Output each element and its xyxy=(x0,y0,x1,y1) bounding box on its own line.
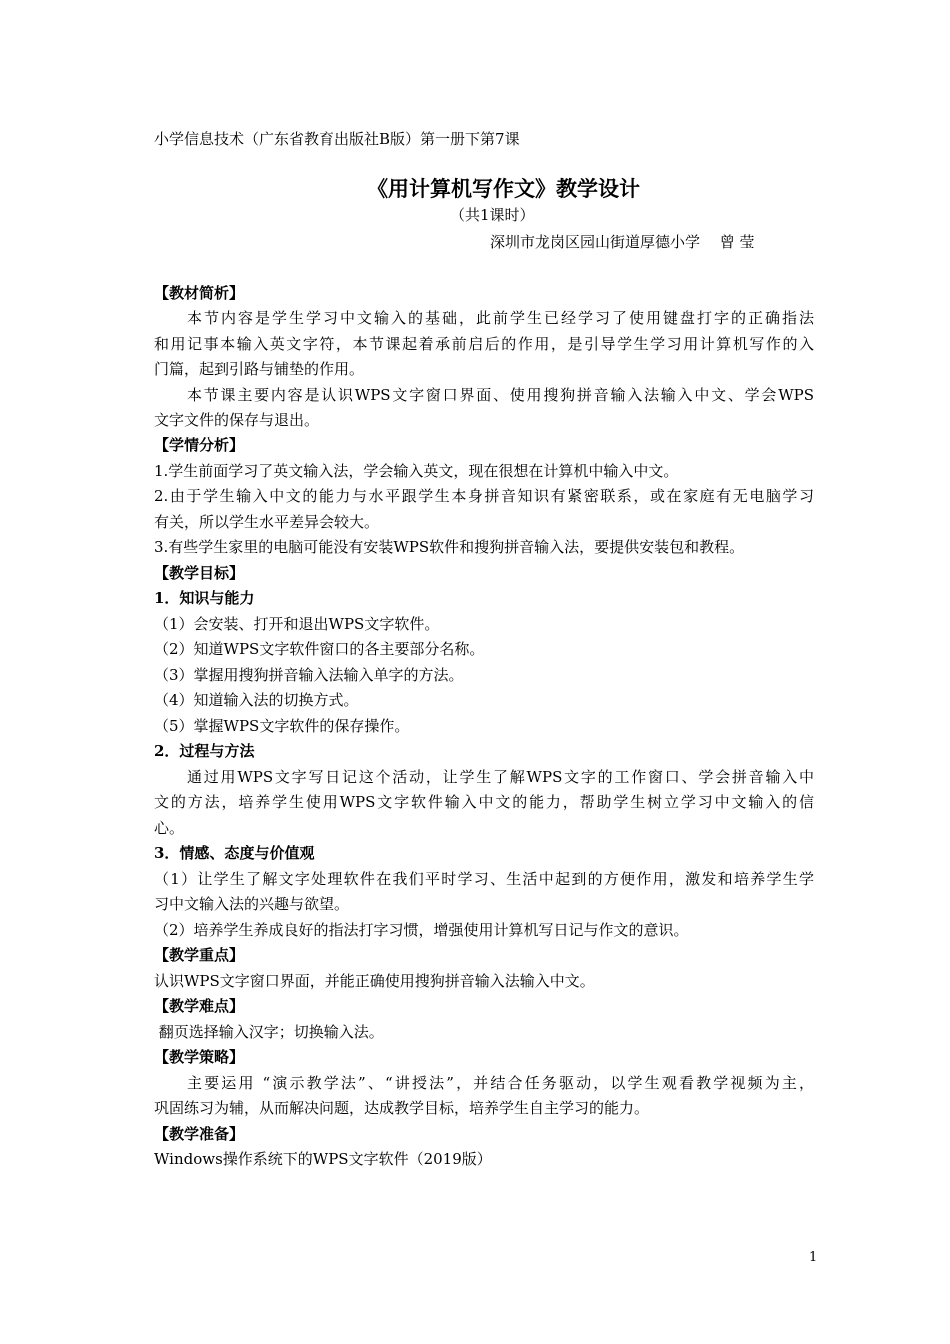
paragraph-line: 本节课主要内容是认识WPS文字窗口界面、使用搜狗拼音输入法输入中文、学会WPS xyxy=(187,386,814,404)
author-line: 深圳市龙岗区园山街道厚德小学 曾 莹 xyxy=(490,233,755,251)
subheading-process: 2．过程与方法 xyxy=(154,742,255,760)
paragraph-line: 心。 xyxy=(154,819,185,837)
list-item: （2）培养学生养成良好的指法打字习惯，增强使用计算机写日记与作文的意识。 xyxy=(154,921,689,939)
lesson-count: （共1课时） xyxy=(450,206,535,224)
paragraph-line: 文字文件的保存与退出。 xyxy=(154,411,320,429)
paragraph-line: 巩固练习为辅，从而解决问题，达成教学目标，培养学生自主学习的能力。 xyxy=(154,1099,650,1117)
section-heading-difficulties: 【教学难点】 xyxy=(154,997,245,1015)
paragraph-line: 认识WPS文字窗口界面，并能正确使用搜狗拼音输入法输入中文。 xyxy=(154,972,595,990)
subheading-knowledge: 1．知识与能力 xyxy=(154,589,255,607)
section-heading-key-points: 【教学重点】 xyxy=(154,946,245,964)
list-item: （1）让学生了解文字处理软件在我们平时学习、生活中起到的方便作用，激发和培养学生学 xyxy=(154,870,814,888)
list-item: 习中文输入法的兴趣与欲望。 xyxy=(154,895,350,913)
section-heading-preparation: 【教学准备】 xyxy=(154,1125,245,1143)
paragraph-line: 和用记事本输入英文字符，本节课起着承前启后的作用，是引导学生学习用计算机写作的入 xyxy=(154,335,814,353)
subheading-attitude: 3．情感、态度与价值观 xyxy=(154,844,315,862)
list-item: 3.有些学生家里的电脑可能没有安装WPS软件和搜狗拼音输入法，要提供安装包和教程。 xyxy=(154,538,745,556)
list-item: （4）知道输入法的切换方式。 xyxy=(154,691,359,709)
paragraph-line: Windows操作系统下的WPS文字软件（2019版） xyxy=(154,1150,492,1168)
page-number: 1 xyxy=(809,1250,818,1265)
list-item: （5）掌握WPS文字软件的保存操作。 xyxy=(154,717,410,735)
paragraph-line: 通过用WPS文字写日记这个活动，让学生了解WPS文字的工作窗口、学会拼音输入中 xyxy=(187,768,814,786)
list-item: 2.由于学生输入中文的能力与水平跟学生本身拼音知识有紧密联系，或在家庭有无电脑学习 xyxy=(154,487,814,505)
section-heading-students: 【学情分析】 xyxy=(154,436,245,454)
course-line: 小学信息技术（广东省教育出版社B版）第一册下第7课 xyxy=(154,130,520,148)
paragraph-line: 主要运用 “演示教学法”、“讲授法”，并结合任务驱动，以学生观看教学视频为主， xyxy=(187,1074,814,1092)
paragraph-line: 翻页选择输入汉字；切换输入法。 xyxy=(154,1023,384,1041)
section-heading-strategy: 【教学策略】 xyxy=(154,1048,245,1066)
list-item: 有关，所以学生水平差异会较大。 xyxy=(154,513,380,531)
list-item: （2）知道WPS文字软件窗口的各主要部分名称。 xyxy=(154,640,485,658)
paragraph-line: 本节内容是学生学习中文输入的基础，此前学生已经学习了使用键盘打字的正确指法 xyxy=(187,309,814,327)
list-item: （3）掌握用搜狗拼音输入法输入单字的方法。 xyxy=(154,666,464,684)
paragraph-line: 文的方法，培养学生使用WPS文字软件输入中文的能力，帮助学生树立学习中文输入的信 xyxy=(154,793,814,811)
section-heading-material: 【教材简析】 xyxy=(154,284,245,302)
document-title: 《用计算机写作文》教学设计 xyxy=(367,176,640,201)
list-item: 1.学生前面学习了英文输入法，学会输入英文，现在很想在计算机中输入中文。 xyxy=(154,462,679,480)
paragraph-line: 门篇，起到引路与铺垫的作用。 xyxy=(154,360,365,378)
list-item: （1）会安装、打开和退出WPS文字软件。 xyxy=(154,615,440,633)
section-heading-goals: 【教学目标】 xyxy=(154,564,245,582)
